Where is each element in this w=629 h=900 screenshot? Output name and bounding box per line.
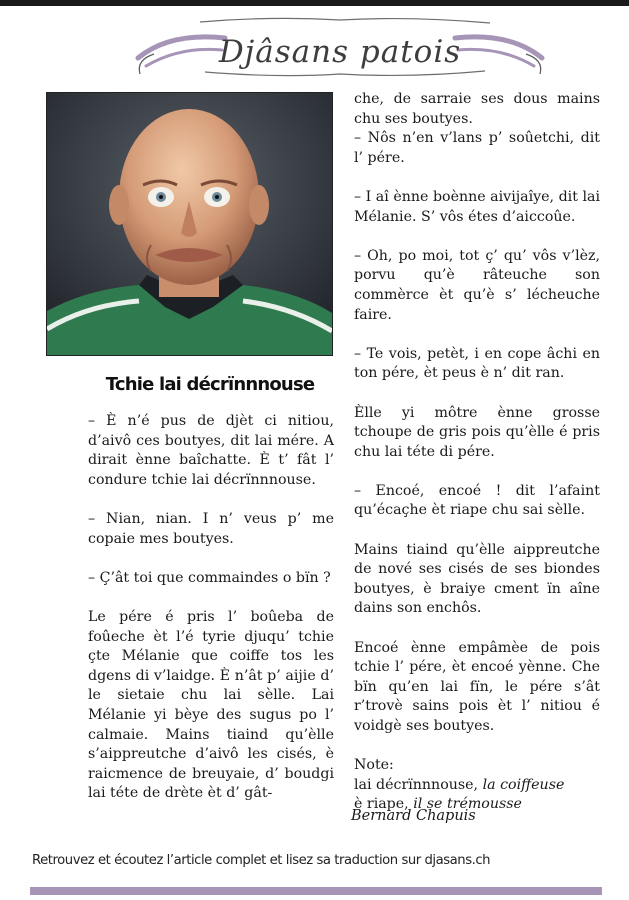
paragraph: – Ç’ât toi que commaindes o bïn ? <box>88 569 331 586</box>
note-term: è riape, <box>354 796 414 813</box>
note-definition: il se trémousse <box>413 796 522 813</box>
paragraph: – I aî ènne boènne aivijaîye, dit lai Mélanie. S’ vôs étes d’aiccoûe. <box>354 188 600 225</box>
paragraph: – Nian, nian. I n’ veus p’ me copaie mes boutyes. <box>88 510 334 547</box>
article-photo <box>46 92 333 356</box>
paragraph: Encoé ènne empâmèe de pois tchie l’ pére, èt encoé yènne. Che bïn qu’en lai fïn, le pére s’ât r’trovè sains pois èt l’ nitiou é voidgè ses boutyes. <box>354 639 600 734</box>
referee-portrait-icon <box>47 93 332 355</box>
paragraph: che, de sarraie ses dous mains chu ses boutyes. – Nôs n’en v’lans p’ soûetchi, dit l’ pére. <box>354 91 600 166</box>
paragraph: Èlle yi môtre ènne grosse tchoupe de gris pois qu’èlle é pris chu lai téte di pére. <box>354 404 600 460</box>
note-item <box>354 776 600 796</box>
paragraph: – Encoé, encoé ! dit l’afaint qu’écaçhe èt riape chu sai sèlle. <box>354 482 600 519</box>
masthead-title: Djâsans patois <box>218 34 462 70</box>
footer-note: Retrouvez et écoutez l’article complet et lisez sa traduction sur djasans.ch <box>32 853 491 868</box>
paragraph: – È n’é pus de djèt ci nitiou, d’aivô ces boutyes, dit lai mére. A dirait ènne baîchatte. È t’ fât l’ condure tchie lai décrïnnnouse. <box>88 413 334 488</box>
masthead <box>130 14 550 80</box>
bottom-rule <box>30 887 602 895</box>
glossary-note <box>354 756 600 815</box>
author-signature: Bernard Chapuis <box>351 808 476 824</box>
paragraph: Mains tiaind qu’èlle aippreutche de nové ses cisés de ses biondes boutyes, è braiye cment ïn aîne dains son enchôs. <box>354 541 600 617</box>
note-label: Note: <box>354 757 394 774</box>
paragraph: – Oh, po moi, tot ç’ qu’ vôs v’lèz, porvu qu’è râteuche son commèrce èt qu’è s’ lécheuche faire. <box>354 247 600 323</box>
top-rule <box>0 0 629 6</box>
article-column-right <box>354 90 600 815</box>
article-column-left <box>88 412 334 823</box>
note-definition: la coiffeuse <box>482 776 565 793</box>
paragraph: Le pére é pris l’ boûeba de foûeche èt l’é tyrie djuqu’ tchie çte Mélanie que coiffe tos les dgens di v’laidge. È n’ât p’ aijie d’ le sietaie chu lai sèlle. Lai Mélanie yi bèye des sugus po l’ calmaie. Mains tiaind qu’èlle s’aippreutche d’aivô les cisés, è raicmence de breuyaie, d’ boudgi lai téte de drète èt d’ gât- <box>88 608 334 802</box>
note-term: lai décrïnnnouse, <box>354 776 483 793</box>
article-headline: Tchie lai décrïnnnouse <box>105 374 315 395</box>
paragraph: – Te vois, petèt, i en cope âchi en ton pére, èt peus è n’ dit ran. <box>354 345 600 382</box>
